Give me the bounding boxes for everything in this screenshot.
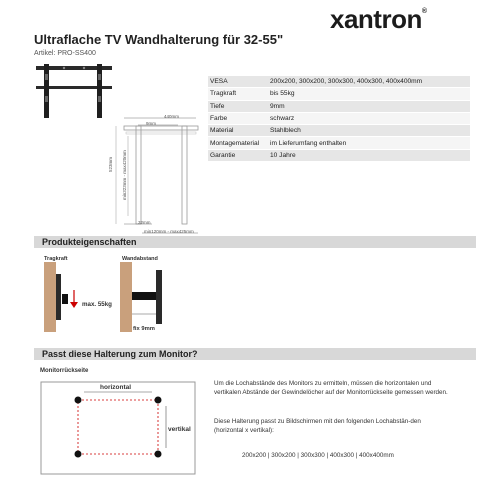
dim-height-total: 523mm: [108, 156, 113, 172]
spec-key: Garantie: [208, 149, 268, 161]
load-illustration: [40, 262, 120, 334]
load-label: Tragkraft: [44, 256, 68, 262]
dim-top-width: 440mm: [164, 114, 180, 119]
monitor-explanation: Um die Lochabstände des Monitors zu ermitteln, müssen die horizontalen und vertikalen Abstände der Gewindelöcher auf der Monitorrückseite gemessen werden.: [214, 380, 448, 396]
spec-row: [208, 137, 470, 149]
load-value: max. 55kg: [82, 301, 112, 308]
spec-key: VESA: [208, 76, 268, 88]
spec-value: im Lieferumfang enthalten: [268, 137, 470, 149]
monitor-vertical-label: vertikal: [168, 426, 191, 433]
spec-row: [208, 125, 470, 137]
spec-value: 200x200, 300x200, 300x300, 400x300, 400x400mm: [268, 76, 470, 88]
spec-value: bis 55kg: [268, 88, 470, 100]
monitor-compatibility: Diese Halterung passt zu Bildschirmen mit den folgenden Lochabstän-den (horizontal x vertikal):: [214, 418, 421, 434]
distance-label: Wandabstand: [122, 256, 158, 262]
spec-key: Montagematerial: [208, 137, 268, 149]
page-title: Ultraflache TV Wandhalterung für 32-55": [34, 32, 284, 47]
section-header-fit: Passt diese Halterung zum Monitor?: [34, 348, 476, 360]
product-image: [34, 60, 114, 122]
spec-row: [208, 100, 470, 112]
monitor-label: Monitorrückseite: [40, 368, 89, 374]
monitor-sizes: 200x200 | 300x200 | 300x300 | 400x300 | 400x400mm: [242, 452, 394, 459]
dim-bottom-offset: 32mm: [138, 220, 151, 225]
spec-key: Farbe: [208, 112, 268, 124]
dim-width-range: min120mm - max425mm: [144, 229, 194, 234]
brand-logo: [330, 4, 427, 35]
spec-key: Tragkraft: [208, 88, 268, 100]
spec-row: [208, 149, 470, 161]
spec-value: 9mm: [268, 100, 470, 112]
dimension-drawing: [104, 112, 214, 240]
article-number: Artikel: PRO-SS400: [34, 50, 96, 57]
distance-value: fix 9mm: [133, 326, 155, 332]
spec-value: Stahlblech: [268, 125, 470, 137]
spec-value: schwarz: [268, 112, 470, 124]
spec-row: [208, 112, 470, 124]
distance-illustration: [118, 262, 178, 334]
brand-registered-mark: ®: [421, 8, 427, 15]
spec-key: Tiefe: [208, 100, 268, 112]
spec-table: [208, 76, 470, 162]
section-header-features: Produkteigenschaften: [34, 236, 476, 248]
dim-height-range: min323mm - max420mm: [122, 150, 127, 200]
brand-name: xantron: [330, 4, 422, 34]
dim-inner-width: 9mm: [146, 121, 156, 126]
spec-row: [208, 76, 470, 88]
spec-key: Material: [208, 125, 268, 137]
spec-row: [208, 88, 470, 100]
monitor-horizontal-label: horizontal: [100, 384, 132, 391]
spec-value: 10 Jahre: [268, 149, 470, 161]
